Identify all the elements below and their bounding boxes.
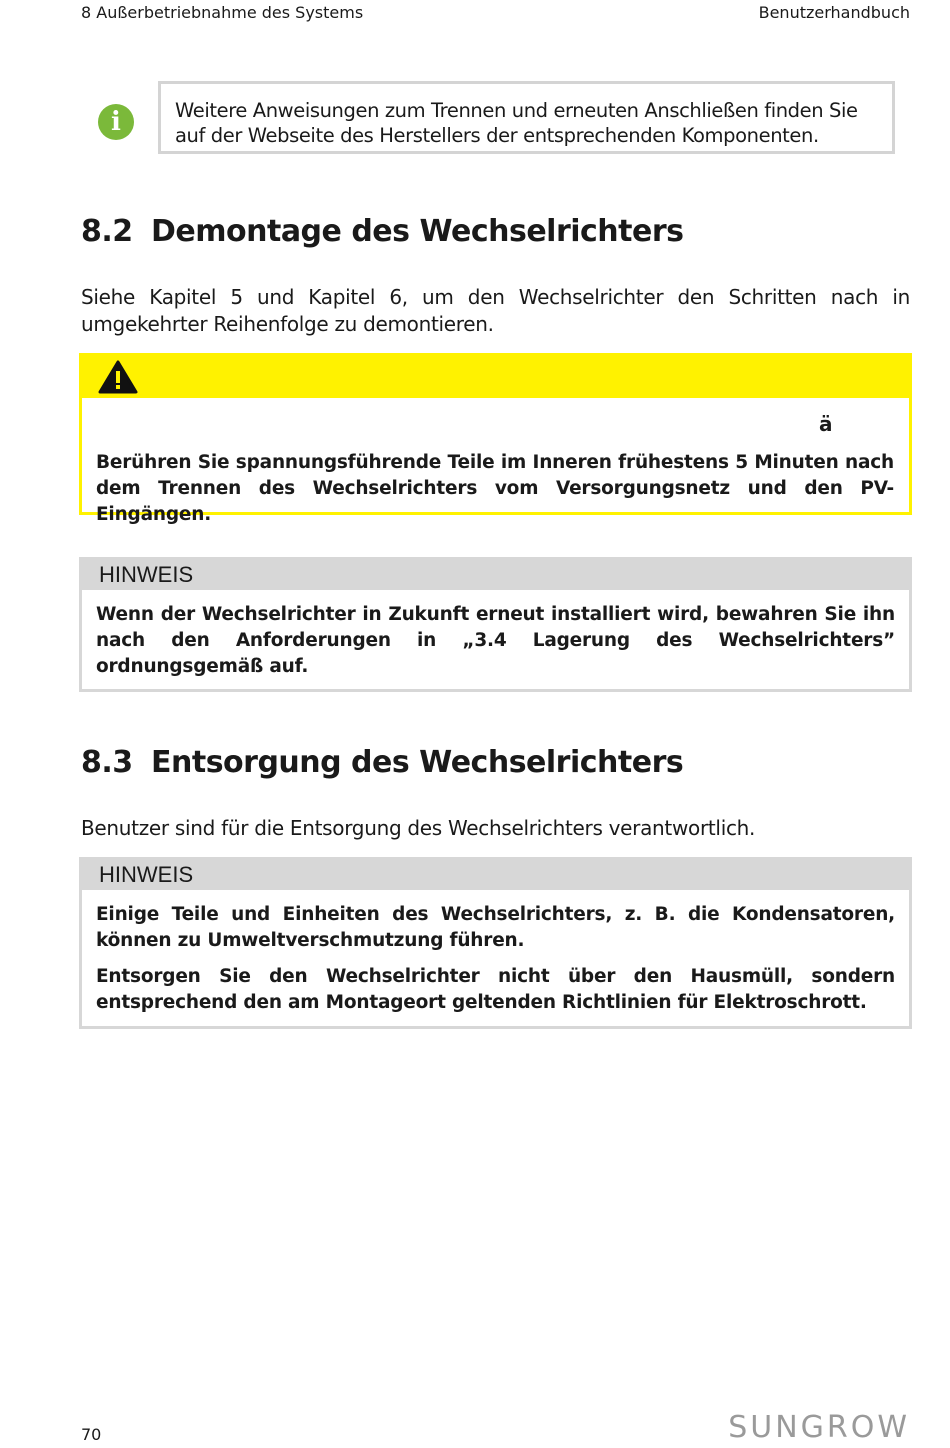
note-label: HINWEIS bbox=[82, 560, 909, 590]
info-note-text: Weitere Anweisungen zum Trennen und erneuten Anschließen finden Sie auf der Webseite des Herstellers der entsprechenden Komponenten. bbox=[175, 99, 858, 147]
warning-stray-char: ä bbox=[819, 412, 833, 436]
note-text: Entsorgen Sie den Wechselrichter nicht über den Hausmüll, sondern entsprechend den am Montageort geltenden Richtlinien für Elektroschrott. bbox=[96, 966, 895, 1013]
section-number: 8.2 bbox=[81, 214, 133, 249]
note-text: Einige Teile und Einheiten des Wechselrichters, z. B. die Kondensatoren, können zu Umweltverschmutzung führen. bbox=[96, 904, 895, 951]
warning-box bbox=[79, 353, 912, 525]
info-note-box bbox=[158, 81, 895, 154]
info-icon: i bbox=[98, 104, 134, 140]
section-8-3-body: Benutzer sind für die Entsorgung des Wechselrichters verantwortlich. bbox=[81, 816, 756, 840]
section-8-2-body: Siehe Kapitel 5 und Kapitel 6, um den Wechselrichter den Schritten nach in umgekehrter Reihenfolge zu demontieren. bbox=[81, 285, 910, 336]
section-title: Demontage des Wechselrichters bbox=[151, 214, 684, 249]
page-number: 70 bbox=[81, 1425, 102, 1444]
section-heading-8-3 bbox=[81, 745, 683, 780]
note-label: HINWEIS bbox=[82, 860, 909, 890]
warning-text: Berühren Sie spannungsführende Teile im Inneren frühestens 5 Minuten nach dem Trennen des Wechselrichters vom Versorgungsnetz und den PV-Eingängen. bbox=[96, 452, 894, 525]
warning-triangle-icon bbox=[98, 360, 138, 394]
section-heading-8-2 bbox=[81, 214, 684, 249]
note-box bbox=[79, 557, 912, 692]
sungrow-logo: SUNGROW bbox=[728, 1410, 910, 1445]
running-header-manual: Benutzerhandbuch bbox=[758, 3, 910, 22]
section-title: Entsorgung des Wechselrichters bbox=[151, 745, 684, 780]
warning-header-bar bbox=[82, 356, 909, 398]
running-header-chapter: 8 Außerbetriebnahme des Systems bbox=[81, 3, 364, 22]
note-box bbox=[79, 857, 912, 1029]
section-number: 8.3 bbox=[81, 745, 133, 780]
note-text: Wenn der Wechselrichter in Zukunft erneut installiert wird, bewahren Sie ihn nach den Anforderungen in „3.4 Lagerung des Wechselrichters” ordnungsgemäß auf. bbox=[96, 604, 895, 677]
